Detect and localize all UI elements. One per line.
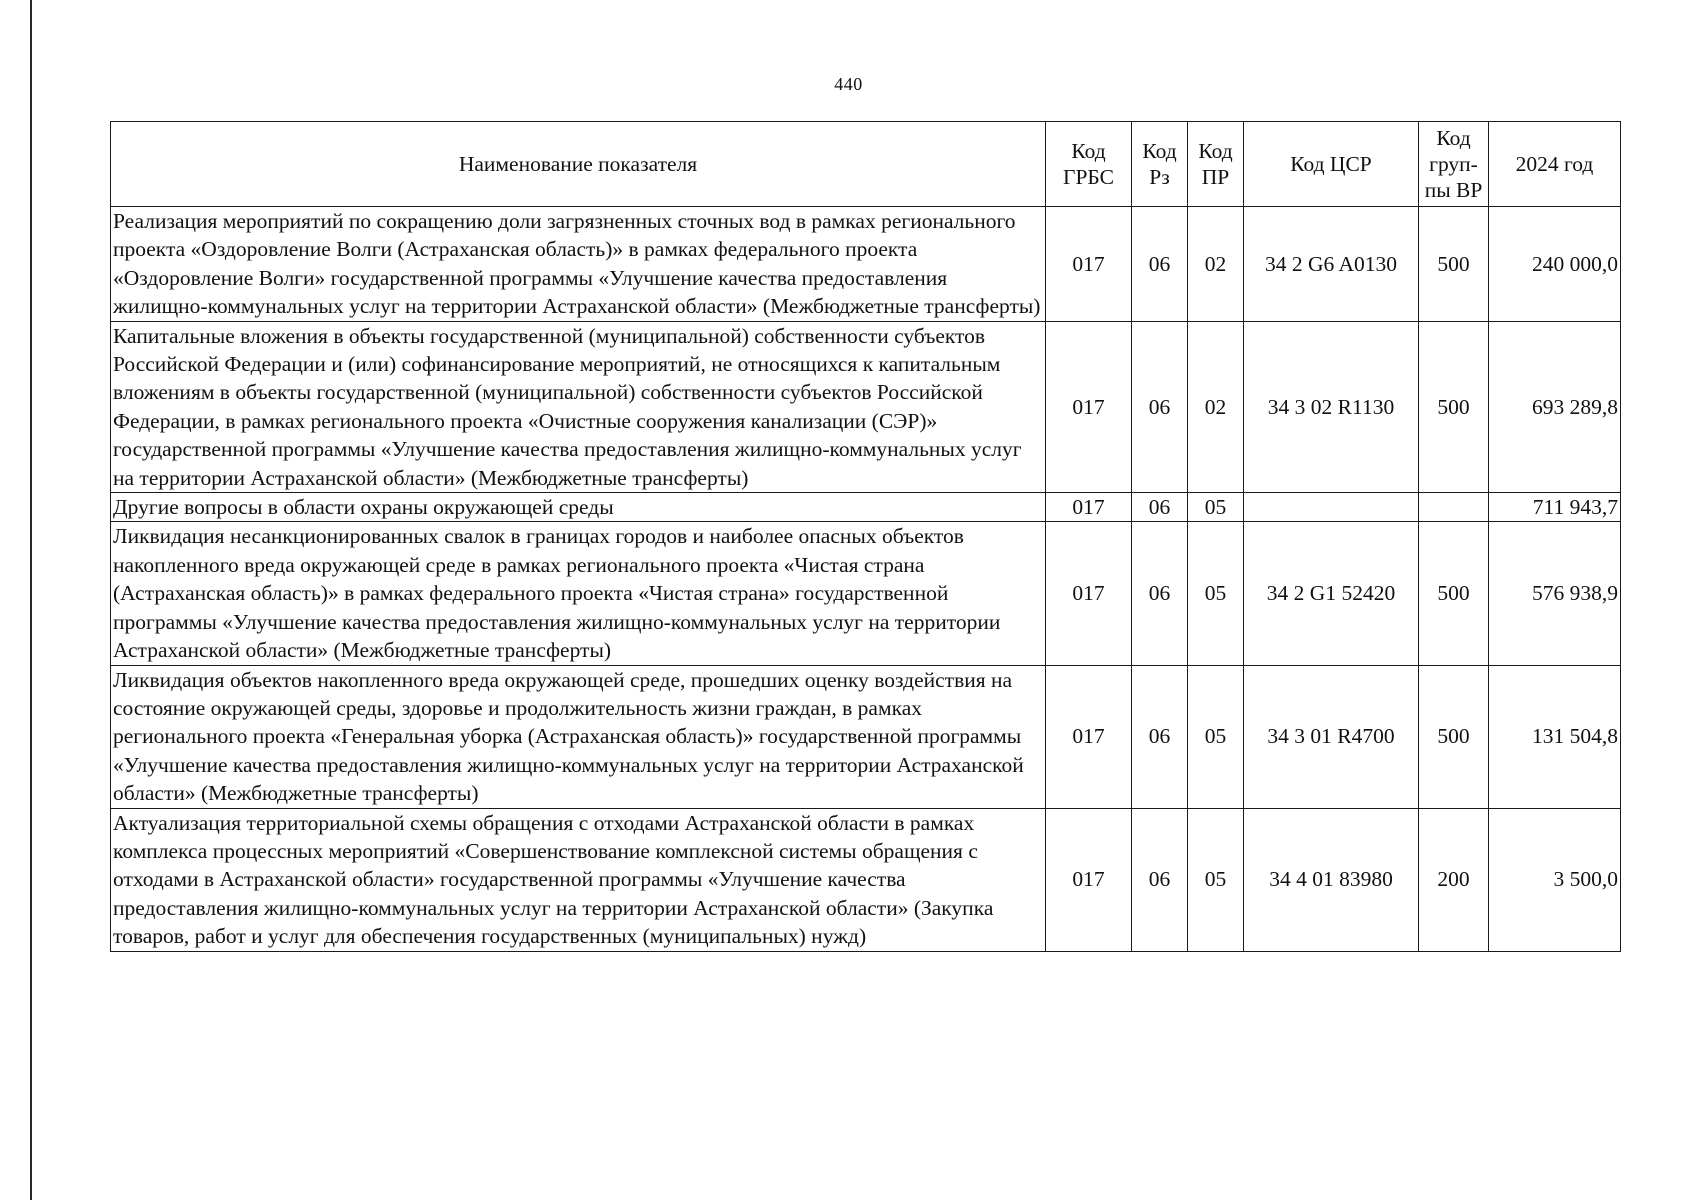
row-amount: 576 938,9: [1489, 522, 1621, 665]
row-csr: [1244, 493, 1419, 522]
header-amount: 2024 год: [1489, 122, 1621, 207]
row-vr: 500: [1419, 522, 1489, 665]
row-pr: 05: [1188, 522, 1244, 665]
row-vr: 500: [1419, 207, 1489, 322]
table-header: [111, 122, 1621, 207]
header-vr: Код груп- пы ВР: [1419, 122, 1489, 207]
row-csr: 34 3 01 R4700: [1244, 665, 1419, 808]
row-csr: 34 2 G1 52420: [1244, 522, 1419, 665]
row-name: Ликвидация объектов накопленного вреда окружающей среде, прошедших оценку воздействия на состояние окружающей среды, здоровье и продолжительность жизни граждан, в рамках регионального проекта «Генеральная уборка (Астраханская область)» государственной программы «Улучшение качества предоставления жилищно-коммунальных услуг на территории Астраханской области» (Межбюджетные трансферты): [111, 665, 1046, 808]
row-name: Актуализация территориальной схемы обращения с отходами Астраханской области в рамках комплекса процессных мероприятий «Совершенствование комплексной системы обращения с отходами в Астраханской области» государственной программы «Улучшение качества предоставления жилищно-коммунальных услуг на территории Астраханской области» (Закупка товаров, работ и услуг для обеспечения государственных (муниципальных) нужд): [111, 808, 1046, 951]
row-pr: 05: [1188, 808, 1244, 951]
row-name: Реализация мероприятий по сокращению доли загрязненных сточных вод в рамках регионального проекта «Оздоровление Волги (Астраханская область)» в рамках федерального проекта «Оздоровление Волги» государственной программы «Улучшение качества предоставления жилищно-коммунальных услуг на территории Астраханской области» (Межбюджетные трансферты): [111, 207, 1046, 322]
table-row: [111, 665, 1621, 808]
header-grbs: Код ГРБС: [1046, 122, 1132, 207]
row-vr: 200: [1419, 808, 1489, 951]
row-vr: [1419, 493, 1489, 522]
binding-margin-line: [30, 0, 32, 1200]
row-amount: 131 504,8: [1489, 665, 1621, 808]
header-pr: Код ПР: [1188, 122, 1244, 207]
header-rz: Код Рз: [1132, 122, 1188, 207]
row-pr: 05: [1188, 665, 1244, 808]
header-row: [111, 122, 1621, 207]
row-grbs: 017: [1046, 808, 1132, 951]
row-csr: 34 2 G6 A0130: [1244, 207, 1419, 322]
row-grbs: 017: [1046, 665, 1132, 808]
row-name: Другие вопросы в области охраны окружающей среды: [111, 493, 1046, 522]
table-row: [111, 321, 1621, 492]
row-csr: 34 3 02 R1130: [1244, 321, 1419, 492]
header-csr: Код ЦСР: [1244, 122, 1419, 207]
table-row: [111, 493, 1621, 522]
row-amount: 3 500,0: [1489, 808, 1621, 951]
row-csr: 34 4 01 83980: [1244, 808, 1419, 951]
row-pr: 02: [1188, 207, 1244, 322]
row-pr: 05: [1188, 493, 1244, 522]
row-pr: 02: [1188, 321, 1244, 492]
row-grbs: 017: [1046, 207, 1132, 322]
row-grbs: 017: [1046, 321, 1132, 492]
row-grbs: 017: [1046, 522, 1132, 665]
table-body: [111, 207, 1621, 952]
page-number: 440: [834, 74, 863, 94]
row-amount: 693 289,8: [1489, 321, 1621, 492]
row-vr: 500: [1419, 665, 1489, 808]
table-row: [111, 522, 1621, 665]
header-name: Наименование показателя: [111, 122, 1046, 207]
budget-table: [110, 121, 1621, 952]
row-rz: 06: [1132, 522, 1188, 665]
row-rz: 06: [1132, 493, 1188, 522]
row-amount: 711 943,7: [1489, 493, 1621, 522]
row-grbs: 017: [1046, 493, 1132, 522]
table-row: [111, 808, 1621, 951]
row-vr: 500: [1419, 321, 1489, 492]
row-rz: 06: [1132, 808, 1188, 951]
row-name: Ликвидация несанкционированных свалок в границах городов и наиболее опасных объектов накопленного вреда окружающей среде в рамках регионального проекта «Чистая страна (Астраханская область)» в рамках федерального проекта «Чистая страна» государственной программы «Улучшение качества предоставления жилищно-коммунальных услуг на территории Астраханской области» (Межбюджетные трансферты): [111, 522, 1046, 665]
row-rz: 06: [1132, 207, 1188, 322]
row-name: Капитальные вложения в объекты государственной (муниципальной) собственности субъектов Российской Федерации и (или) софинансирование мероприятий, не относящихся к капитальным вложениям в объекты государственной (муниципальной) собственности субъектов Российской Федерации, в рамках регионального проекта «Очистные сооружения канализации (СЭР)» государственной программы «Улучшение качества предоставления жилищно-коммунальных услуг на территории Астраханской области» (Межбюджетные трансферты): [111, 321, 1046, 492]
row-amount: 240 000,0: [1489, 207, 1621, 322]
table-row: [111, 207, 1621, 322]
row-rz: 06: [1132, 321, 1188, 492]
row-rz: 06: [1132, 665, 1188, 808]
